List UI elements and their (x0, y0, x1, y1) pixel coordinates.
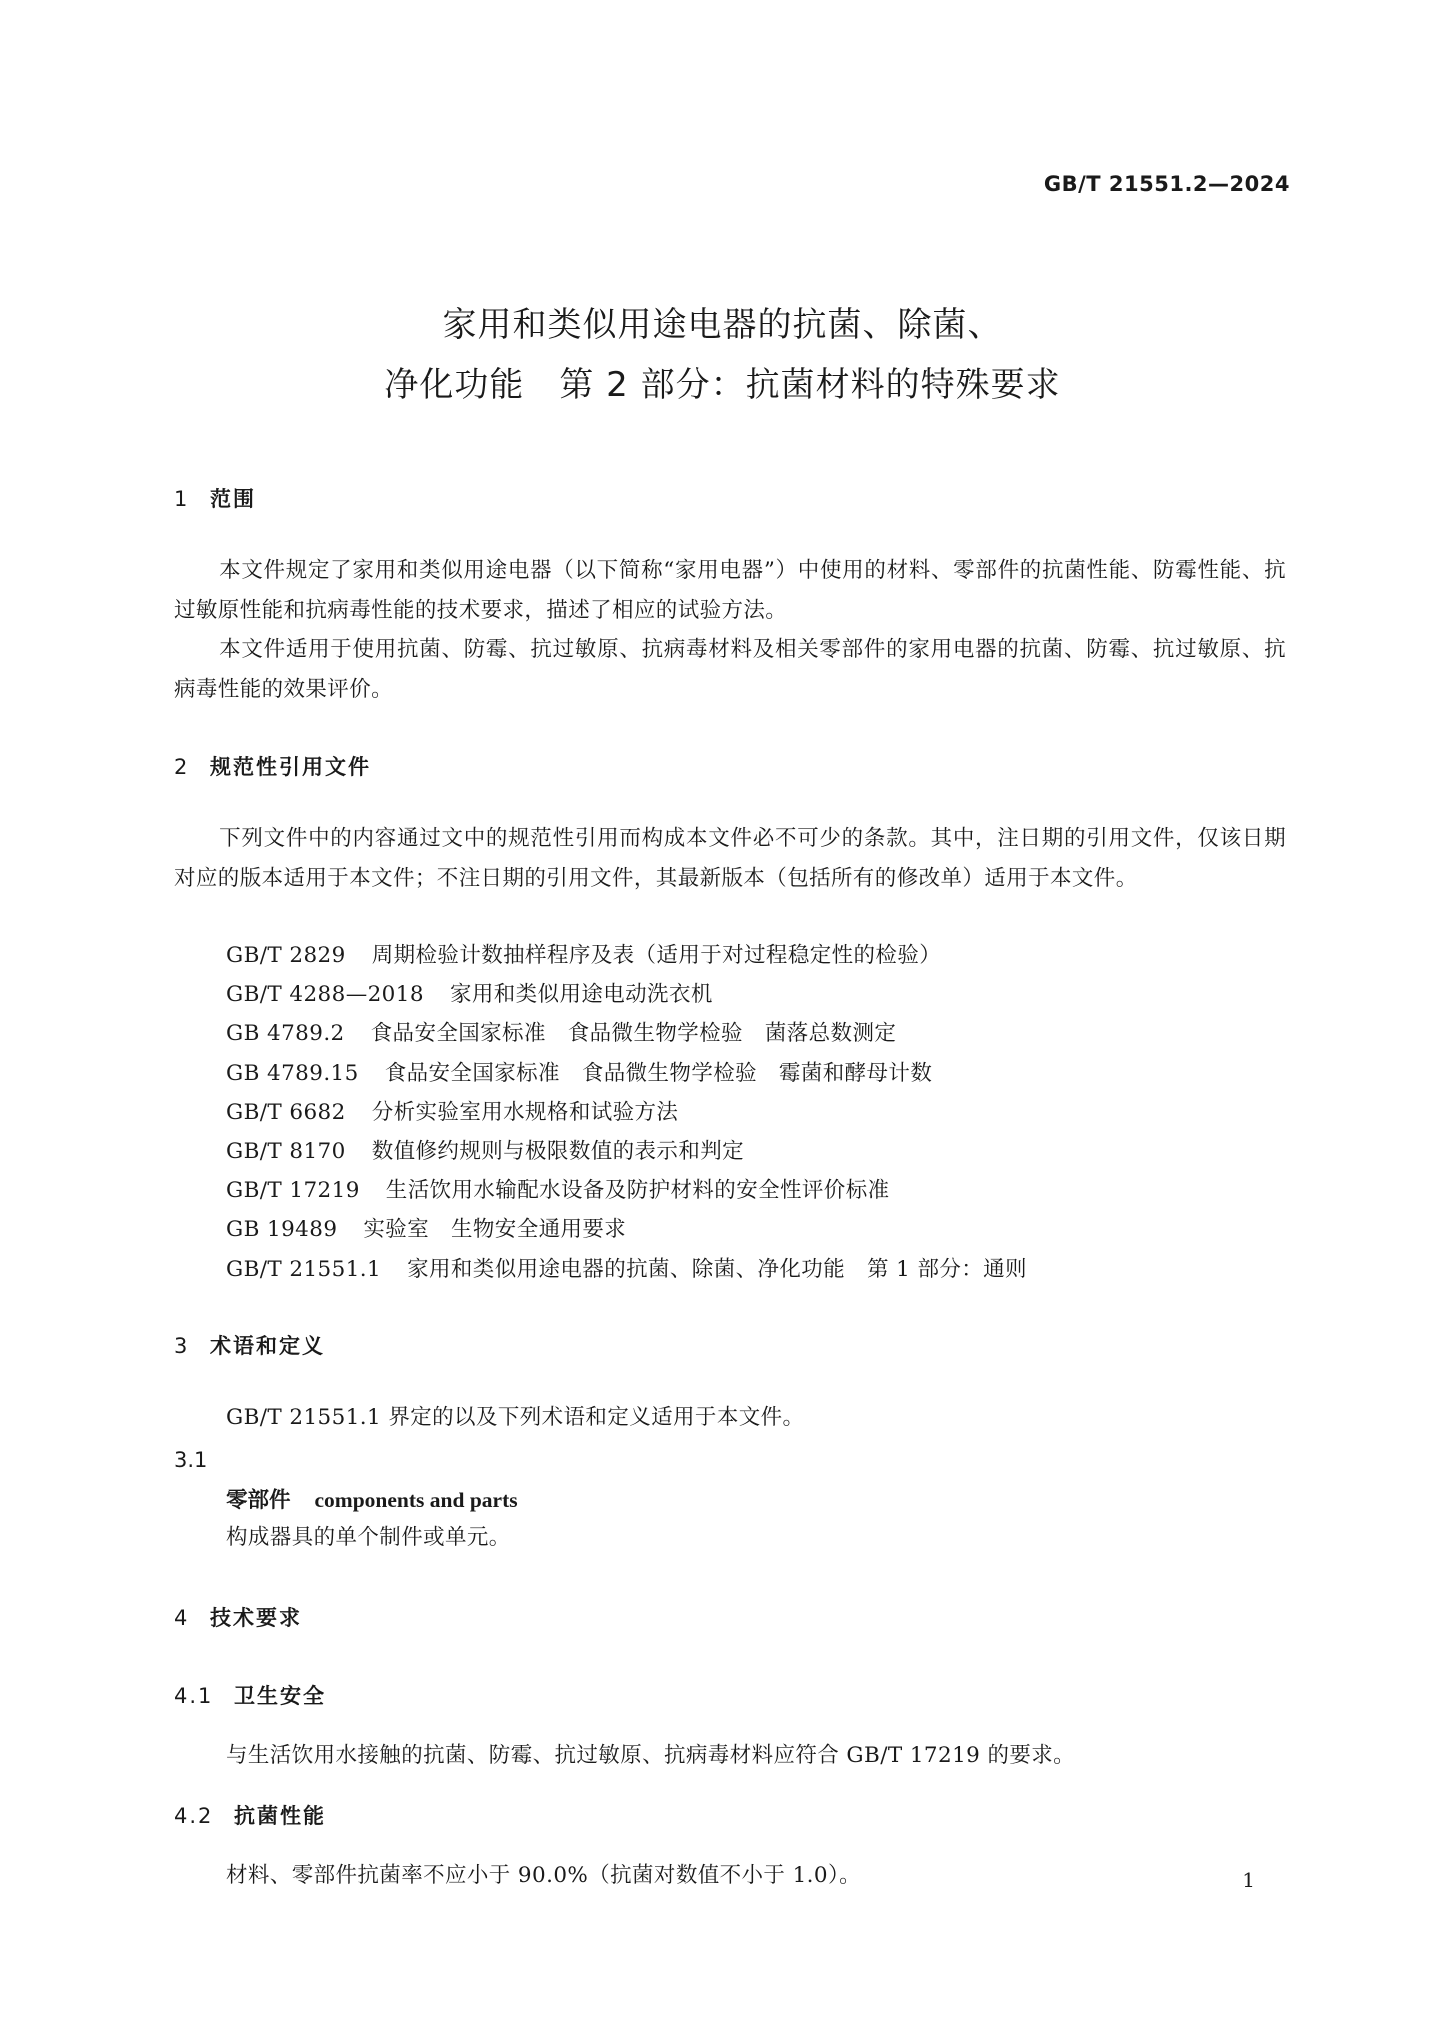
reference-title: 家用和类似用途电动洗衣机 (449, 982, 713, 1008)
subsection-number: 4.2 (174, 1804, 214, 1828)
section-1-paragraph-1: 本文件规定了家用和类似用途电器（以下简称“家用电器”）中使用的材料、零部件的抗菌性能、防霉性能、抗过敏原性能和抗病毒性能的技术要求，描述了相应的试验方法。 (174, 558, 1286, 623)
section-3-paragraph: GB/T 21551.1 界定的以及下列术语和定义适用于本文件。 (226, 1405, 805, 1430)
subsection-4-1-heading (174, 1680, 326, 1710)
section-title: 规范性引用文件 (210, 755, 371, 779)
page-number: 1 (1242, 1868, 1255, 1892)
subsection-number: 4.1 (174, 1684, 214, 1708)
section-number: 4 (174, 1606, 190, 1630)
section-2-heading (174, 751, 371, 781)
subsection-title: 抗菌性能 (234, 1804, 326, 1828)
reference-code: GB/T 2829 (226, 943, 346, 968)
subsection-4-2-paragraph: 材料、零部件抗菌率不应小于 90.0%（抗菌对数值不小于 1.0）。 (226, 1863, 862, 1888)
reference-title: 实验室 生物安全通用要求 (363, 1217, 627, 1243)
reference-title: 食品安全国家标准 食品微生物学检验 菌落总数测定 (370, 1021, 897, 1047)
title-line-1: 家用和类似用途电器的抗菌、除菌、 (442, 305, 1003, 345)
term-name-zh: 零部件 (226, 1488, 291, 1513)
reference-item (226, 1132, 1027, 1171)
section-1-paragraph-2: 本文件适用于使用抗菌、防霉、抗过敏原、抗病毒材料及相关零部件的家用电器的抗菌、防霉、抗过敏原、抗病毒性能的效果评价。 (174, 637, 1286, 702)
section-2-paragraph: 下列文件中的内容通过文中的规范性引用而构成本文件必不可少的条款。其中，注日期的引用文件，仅该日期对应的版本适用于本文件；不注日期的引用文件，其最新版本（包括所有的修改单）适用于本文件。 (174, 826, 1286, 891)
reference-code: GB 4789.15 (226, 1060, 359, 1086)
term-definition: 构成器具的单个制件或单元。 (226, 1525, 511, 1550)
reference-item (226, 1093, 1027, 1132)
reference-code: GB/T 21551.1 (226, 1256, 382, 1282)
section-title: 术语和定义 (210, 1334, 325, 1358)
reference-item (226, 936, 1027, 975)
section-title: 技术要求 (210, 1606, 302, 1630)
standard-id: GB/T 21551.2—2024 (1043, 172, 1290, 196)
section-title: 范围 (210, 487, 256, 511)
reference-title: 生活饮用水输配水设备及防护材料的安全性评价标准 (385, 1178, 890, 1204)
term-name (226, 1480, 518, 1521)
reference-code: GB 4789.2 (226, 1021, 345, 1047)
reference-item (226, 1210, 1027, 1249)
document-title (0, 295, 1445, 415)
section-3-heading (174, 1330, 325, 1360)
subsection-4-2-heading (174, 1800, 326, 1830)
section-number: 3 (174, 1334, 190, 1358)
term-number: 3.1 (174, 1448, 208, 1472)
section-4-heading (174, 1602, 302, 1632)
reference-item (226, 1054, 1027, 1093)
reference-title: 分析实验室用水规格和试验方法 (371, 1099, 679, 1125)
subsection-title: 卫生安全 (234, 1684, 326, 1708)
reference-code: GB/T 4288—2018 (226, 982, 424, 1008)
subsection-4-1-paragraph: 与生活饮用水接触的抗菌、防霉、抗过敏原、抗病毒材料应符合 GB/T 17219 的要求。 (226, 1743, 1076, 1768)
reference-code: GB/T 17219 (226, 1178, 360, 1204)
section-number: 2 (174, 755, 190, 779)
title-line-2: 净化功能 第 2 部分：抗菌材料的特殊要求 (384, 365, 1061, 405)
section-1-heading (174, 483, 256, 513)
reference-item (226, 1014, 1027, 1053)
term-name-en: components and parts (314, 1488, 518, 1512)
reference-title: 食品安全国家标准 食品微生物学检验 霉菌和酵母计数 (384, 1060, 933, 1086)
reference-item (226, 975, 1027, 1014)
reference-code: GB/T 8170 (226, 1138, 346, 1164)
reference-item (226, 1171, 1027, 1210)
reference-list (226, 936, 1027, 1289)
reference-title: 数值修约规则与极限数值的表示和判定 (371, 1138, 745, 1164)
section-number: 1 (174, 487, 190, 511)
reference-title: 周期检验计数抽样程序及表（适用于对过程稳定性的检验） (371, 943, 942, 968)
reference-title: 家用和类似用途电器的抗菌、除菌、净化功能 第 1 部分：通则 (407, 1256, 1027, 1282)
reference-code: GB 19489 (226, 1217, 338, 1243)
reference-item (226, 1250, 1027, 1289)
reference-code: GB/T 6682 (226, 1099, 346, 1125)
